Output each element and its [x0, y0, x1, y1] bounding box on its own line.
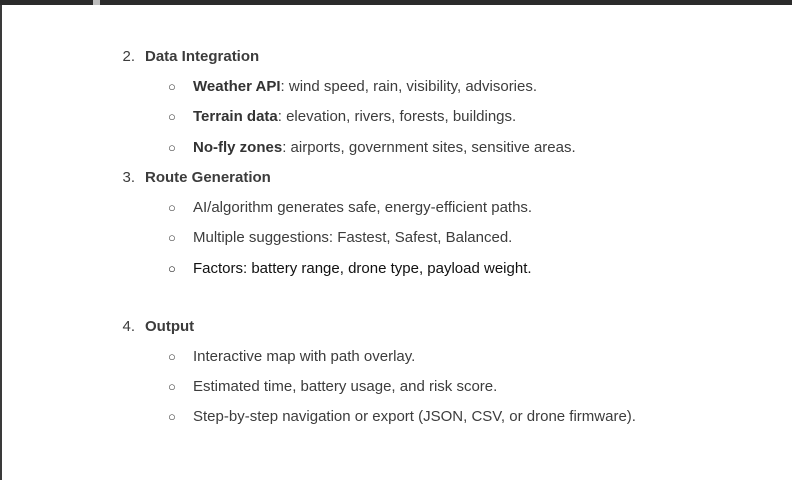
section-number: 4.	[122, 318, 135, 335]
list-item	[193, 107, 516, 127]
item-text: : airports, government sites, sensitive areas.	[282, 139, 576, 156]
list-item: Step-by-step navigation or export (JSON, CSV, or drone firmware).	[193, 408, 636, 425]
list-item: AI/algorithm generates safe, energy-efficient paths.	[193, 199, 533, 216]
section-number: 3.	[122, 169, 135, 186]
item-text: : elevation, rivers, forests, buildings.	[277, 108, 517, 125]
section-title-data-integration: Data Integration	[145, 48, 260, 65]
bullet-icon: ○	[168, 109, 176, 124]
list-item: Estimated time, battery usage, and risk score.	[193, 378, 498, 395]
section-title-output: Output	[145, 318, 195, 335]
item-bold-label: Weather API	[193, 78, 281, 95]
item-text: : wind speed, rain, visibility, advisories.	[280, 78, 538, 95]
list-item: Factors: battery range, drone type, payload weight.	[193, 260, 532, 277]
bullet-icon: ○	[168, 349, 176, 364]
section-number: 2.	[122, 48, 135, 65]
bullet-icon: ○	[168, 79, 176, 94]
bullet-icon: ○	[168, 409, 176, 424]
section-title-route-generation: Route Generation	[145, 169, 271, 186]
bullet-icon: ○	[168, 379, 176, 394]
bullet-icon: ○	[168, 230, 176, 245]
bullet-icon: ○	[168, 261, 176, 276]
list-item	[193, 77, 537, 97]
list-item	[193, 138, 576, 158]
item-bold-label: No-fly zones	[193, 139, 283, 156]
bullet-icon: ○	[168, 140, 176, 155]
list-item: Multiple suggestions: Fastest, Safest, Balanced.	[193, 229, 513, 246]
bullet-icon: ○	[168, 200, 176, 215]
item-bold-label: Terrain data	[193, 108, 278, 125]
list-item: Interactive map with path overlay.	[193, 348, 416, 365]
document-page	[2, 5, 792, 480]
